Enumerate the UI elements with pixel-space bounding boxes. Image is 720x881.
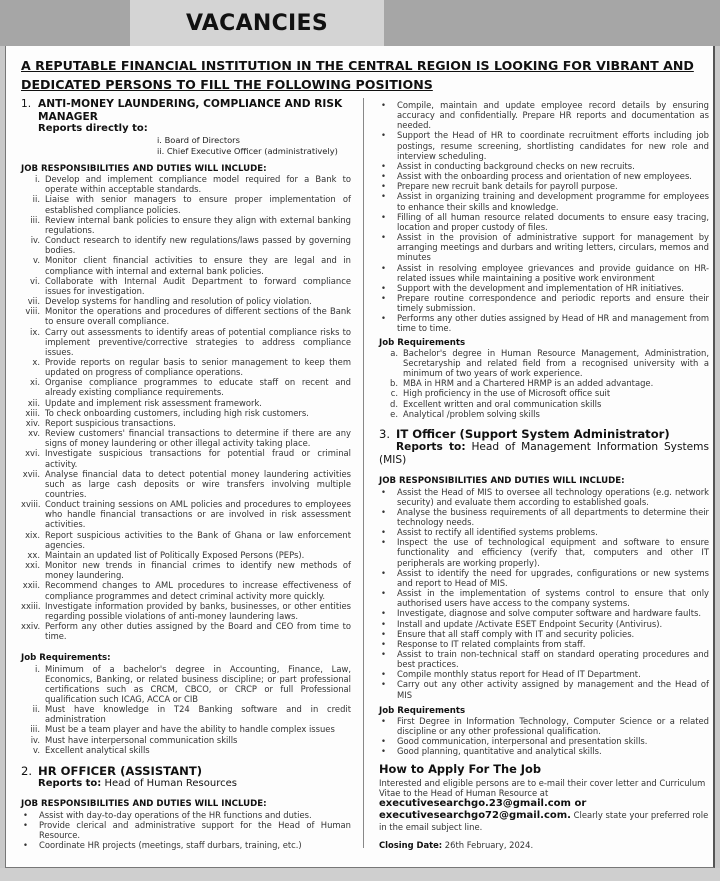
list-marker: d. bbox=[390, 398, 398, 409]
list-item bbox=[21, 469, 351, 499]
list-marker: b. bbox=[390, 378, 398, 389]
list-item bbox=[379, 629, 709, 639]
list-marker: • bbox=[381, 181, 386, 192]
list-item-text: Compile, maintain and update employee record details by ensuring accuracy and confidentially. Prepare HR reports and documentation as needed. bbox=[397, 100, 709, 131]
list-marker: • bbox=[381, 649, 386, 659]
list-marker: iii. bbox=[30, 724, 40, 735]
requirements-list bbox=[21, 664, 351, 755]
list-item bbox=[379, 409, 709, 419]
list-item bbox=[21, 428, 351, 448]
list-item bbox=[21, 724, 351, 734]
list-item-text: Performs any other duties assigned by Head of HR and management from time to time. bbox=[397, 313, 709, 334]
list-item-text: Assist in resolving employee grievances and provide guidance on HR-related issues while maintaining a positive work environment bbox=[397, 262, 709, 283]
list-item-text: Minimum of a bachelor's degree in Accounting, Finance, Law, Economics, Banking, or related business discipline; or part professional certifications such as CRCM, CBCO, or CRCP or full Professional qualification such ICAG, ACCA or CIB bbox=[45, 663, 351, 704]
list-marker: xxiii. bbox=[21, 600, 41, 611]
position-1-title: 1. ANTI-MONEY LAUNDERING, COMPLIANCE AND RISK MANAGER bbox=[21, 98, 343, 123]
list-marker: vii. bbox=[27, 296, 40, 307]
apply-heading: How to Apply For The Job bbox=[379, 761, 542, 776]
list-marker: • bbox=[381, 527, 386, 538]
list-item-text: Prepare routine correspondence and periodic reports and ensure their timely submission. bbox=[397, 292, 709, 314]
list-marker: xii. bbox=[27, 397, 40, 408]
list-item-text: Coordinate HR projects (meetings, staff durbars, training, etc.) bbox=[39, 840, 302, 851]
list-item-text: Develop and implement compliance model required for a Bank to operate within acceptable standards. bbox=[45, 174, 351, 195]
list-item bbox=[21, 327, 351, 357]
list-item bbox=[21, 530, 351, 550]
list-marker: iv. bbox=[30, 235, 40, 246]
list-item bbox=[379, 588, 709, 608]
list-item-text: Report suspicious transactions. bbox=[45, 417, 176, 428]
list-marker: ii. bbox=[32, 704, 40, 715]
list-item-text: Inspect the use of technological equipment and software to ensure functionality and efficiency (verify that, computers and other IT peripherals are working properly). bbox=[397, 537, 709, 568]
list-item-text: Assist to rectify all identified systems problems. bbox=[397, 527, 598, 538]
list-marker: • bbox=[381, 191, 386, 202]
reports-label: Reports directly to: bbox=[38, 123, 148, 134]
list-item-text: Develop systems for handling and resolution of policy violation. bbox=[45, 296, 312, 307]
list-item bbox=[379, 263, 709, 283]
duties-list-continued bbox=[379, 100, 709, 334]
list-item-text: Ensure that all staff comply with IT and security policies. bbox=[397, 628, 635, 639]
list-item-text: Analyse financial data to detect potential money laundering activities such as large cash deposits or wire transfers involving multiple countries. bbox=[45, 468, 351, 499]
list-item bbox=[379, 527, 709, 537]
list-marker: ii. bbox=[32, 194, 40, 205]
list-marker: v. bbox=[33, 744, 40, 755]
list-marker: • bbox=[381, 160, 386, 171]
list-item-text: Perform any other duties assigned by the Board and CEO from time to time. bbox=[45, 621, 351, 642]
list-marker: • bbox=[381, 313, 386, 324]
list-item-text: Assist with the onboarding process and orientation of new employees. bbox=[397, 171, 692, 182]
list-item-text: MBA in HRM and a Chartered HRMP is an added advantage. bbox=[403, 378, 654, 389]
position-2-title: 2. HR OFFICER (ASSISTANT) bbox=[21, 763, 203, 778]
requirements-list bbox=[379, 716, 709, 757]
list-marker: xvii. bbox=[22, 468, 40, 479]
list-item bbox=[379, 487, 709, 507]
list-item-text: Install and update /Activate ESET Endpoint Security (Antivirus). bbox=[397, 618, 663, 629]
list-item-text: Must be a team player and have the ability to handle complex issues bbox=[45, 724, 335, 735]
list-marker: v. bbox=[33, 255, 40, 266]
list-item bbox=[379, 348, 709, 378]
list-item-text: Review internal bank policies to ensure they align with external banking regulations. bbox=[45, 214, 351, 235]
list-item-text: Must have knowledge in T24 Banking software and in credit administration bbox=[45, 704, 351, 725]
list-marker: xix. bbox=[25, 529, 40, 540]
how-to-apply bbox=[379, 761, 709, 851]
list-item-text: Monitor new trends in financial crimes to identify new methods of money laundering. bbox=[45, 560, 351, 581]
list-item-text: Excellent written and oral communication skills bbox=[403, 398, 602, 409]
requirements-heading: Job Requirements: bbox=[21, 653, 111, 664]
list-marker: xvi. bbox=[25, 448, 40, 459]
list-item-text: Monitor client financial activities to ensure they are legal and in compliance with internal and external bank policies. bbox=[45, 255, 351, 276]
list-marker: • bbox=[381, 588, 386, 599]
list-item bbox=[379, 181, 709, 191]
list-item bbox=[21, 255, 351, 275]
position-3-title: 3. IT Officer (Support System Administrator) bbox=[379, 426, 670, 441]
list-marker: • bbox=[381, 171, 386, 182]
closing-date: Closing Date: 26th February, 2024. bbox=[379, 840, 534, 851]
list-marker: • bbox=[381, 679, 386, 690]
list-item bbox=[379, 313, 709, 333]
list-item-text: Excellent analytical skills bbox=[45, 744, 150, 755]
list-item-text: Investigate, diagnose and solve computer software and hardware faults. bbox=[397, 608, 702, 619]
list-marker: xxii. bbox=[22, 580, 40, 591]
list-item-text: Provide clerical and administrative support for the Head of Human Resource. bbox=[39, 819, 351, 840]
list-marker: xxi. bbox=[25, 560, 40, 571]
list-item bbox=[21, 306, 351, 326]
list-item-text: Assist to identify the need for upgrades, configurations or new systems and report to Head of MIS. bbox=[397, 567, 709, 588]
duties-list bbox=[379, 487, 709, 700]
list-item bbox=[379, 746, 709, 756]
list-marker: iv. bbox=[30, 734, 40, 745]
list-item bbox=[379, 399, 709, 409]
reports-to-item: i. Board of Directors bbox=[157, 135, 240, 145]
list-item bbox=[379, 608, 709, 618]
list-item-text: Carry out any other activity assigned by management and the Head of MIS bbox=[397, 679, 709, 700]
requirements-list bbox=[379, 348, 709, 419]
list-item bbox=[379, 212, 709, 232]
list-item-text: Analyse the business requirements of all departments to determine their technology needs. bbox=[397, 506, 709, 527]
list-marker: • bbox=[381, 736, 386, 747]
list-item bbox=[21, 235, 351, 255]
list-item-text: Must have interpersonal communication skills bbox=[45, 734, 238, 745]
list-item-text: Good planning, quantitative and analytical skills. bbox=[397, 746, 602, 757]
list-item bbox=[21, 448, 351, 468]
list-item bbox=[379, 568, 709, 588]
list-item bbox=[21, 194, 351, 214]
list-marker: • bbox=[381, 282, 386, 293]
duties-list bbox=[21, 810, 351, 851]
list-item-text: Conduct training sessions on AML policies and procedures to employees who handle financial transactions or are involved in risk assessment activities. bbox=[45, 499, 351, 530]
list-item bbox=[379, 388, 709, 398]
list-item bbox=[21, 840, 351, 850]
list-marker: • bbox=[23, 809, 28, 820]
list-item bbox=[21, 820, 351, 840]
duties-heading: JOB RESPONSIBILITIES AND DUTIES WILL INCLUDE: bbox=[379, 476, 625, 487]
list-item-text: Filling of all human resource related documents to ensure easy tracing, location and proper custody of files. bbox=[397, 211, 709, 232]
list-item bbox=[21, 276, 351, 296]
title-panel bbox=[130, 0, 384, 46]
left-column bbox=[21, 98, 351, 850]
reports-to-list bbox=[157, 135, 351, 156]
list-marker: • bbox=[23, 840, 28, 851]
list-item bbox=[21, 560, 351, 580]
list-marker: iii. bbox=[30, 214, 40, 225]
apply-instruction: Clearly state your preferred role in the email subject line. bbox=[379, 810, 709, 833]
list-item bbox=[21, 174, 351, 194]
list-item bbox=[379, 283, 709, 293]
list-item-text: Recommend changes to AML procedures to increase effectiveness of compliance programmes and detect criminal activity more quickly. bbox=[45, 580, 351, 601]
list-marker: • bbox=[381, 100, 386, 110]
list-item-text: Assist in organizing training and development programme for employees to enhance their skills and knowledge. bbox=[397, 191, 709, 212]
list-item-text: Assist in the implementation of systems control to ensure that only authorised users have access to the company systems. bbox=[397, 588, 709, 609]
list-item bbox=[21, 377, 351, 397]
list-item bbox=[21, 550, 351, 560]
list-item-text: Assist in conducting background checks on new recruits. bbox=[397, 160, 635, 171]
list-item bbox=[379, 736, 709, 746]
list-item bbox=[21, 357, 351, 377]
list-item-text: Investigate information provided by banks, businesses, or other entities regarding possible violations of anti-money laundering laws. bbox=[45, 600, 351, 621]
list-item bbox=[21, 621, 351, 641]
list-item-text: Analytical /problem solving skills bbox=[403, 408, 540, 419]
list-marker: • bbox=[381, 608, 386, 619]
list-item-text: Conduct research to identify new regulations/laws passed by governing bodies. bbox=[45, 235, 351, 256]
vacancy-document bbox=[5, 46, 715, 868]
list-item-text: Prepare new recruit bank details for payroll purpose. bbox=[397, 181, 618, 192]
list-item bbox=[21, 418, 351, 428]
position-3-reports: Reports to: Head of Management Information Systems (MIS) bbox=[379, 441, 709, 466]
page-title: VACANCIES bbox=[185, 10, 329, 36]
list-marker: c. bbox=[390, 388, 398, 399]
list-marker: • bbox=[23, 819, 28, 830]
apply-intro: Interested and eligible persons are to e-mail their cover letter and Curriculum Vitae to the Head of Human Resource at bbox=[379, 777, 706, 798]
right-column bbox=[379, 100, 709, 850]
list-item bbox=[379, 639, 709, 649]
headline: A REPUTABLE FINANCIAL INSTITUTION IN THE CENTRAL REGION IS LOOKING FOR VIBRANT AND DEDICATED PERSONS TO FILL THE FOLLOWING POSITIONS bbox=[21, 58, 694, 92]
list-item-text: First Degree in Information Technology, Computer Science or a related discipline or any other professional qualification. bbox=[397, 715, 709, 737]
list-item bbox=[21, 296, 351, 306]
list-item-text: Carry out assessments to identify areas of potential compliance risks to implement preventive/corrective strategies to address compliance issues. bbox=[45, 326, 351, 357]
list-item bbox=[21, 408, 351, 418]
list-item bbox=[379, 232, 709, 262]
list-item bbox=[379, 679, 709, 699]
list-item-text: High proficiency in the use of Microsoft office suit bbox=[403, 388, 611, 399]
list-marker: • bbox=[381, 628, 386, 639]
list-marker: xiv. bbox=[25, 417, 40, 428]
list-item bbox=[379, 171, 709, 181]
list-item-text: Maintain an updated list of Politically Exposed Persons (PEPs). bbox=[45, 549, 305, 560]
list-item-text: Assist to train non-technical staff on standard operating procedures and best practices. bbox=[397, 649, 709, 670]
list-item-text: Report suspicious activities to the Bank of Ghana or law enforcement agencies. bbox=[45, 529, 351, 550]
list-marker: xiii. bbox=[25, 407, 40, 418]
list-marker: e. bbox=[390, 408, 398, 419]
list-marker: i. bbox=[35, 174, 40, 185]
list-item-text: Support the Head of HR to coordinate recruitment efforts including job postings, resume screening, shortlisting candidates for new role and interview scheduling. bbox=[397, 130, 709, 161]
list-marker: • bbox=[381, 746, 386, 757]
list-marker: • bbox=[381, 537, 386, 548]
list-item bbox=[379, 100, 709, 130]
requirements-heading: Job Requirements bbox=[379, 337, 466, 348]
list-marker: xv. bbox=[28, 428, 40, 439]
email-link-1[interactable]: executivesearchgo.23@gmail.com or bbox=[379, 798, 587, 810]
list-item bbox=[21, 398, 351, 408]
list-marker: ix. bbox=[30, 326, 40, 337]
duties-heading: JOB RESPONSIBILITIES AND DUTIES WILL INCLUDE: bbox=[21, 799, 267, 810]
list-item bbox=[379, 537, 709, 567]
list-marker: • bbox=[381, 669, 386, 680]
list-item bbox=[379, 507, 709, 527]
list-item-text: Response to IT related complaints from staff. bbox=[397, 638, 586, 649]
list-item bbox=[21, 664, 351, 705]
list-marker: • bbox=[381, 567, 386, 578]
list-item bbox=[21, 580, 351, 600]
list-item bbox=[379, 669, 709, 679]
reports-to-item: ii. Chief Executive Officer (administratively) bbox=[157, 145, 338, 156]
list-item bbox=[379, 378, 709, 388]
position-2-reports: Reports to: Head of Human Resources bbox=[38, 778, 237, 790]
duties-heading: JOB RESPONSIBILITIES AND DUTIES WILL INCLUDE: bbox=[21, 164, 267, 174]
list-item-text: Organise compliance programmes to educate staff on recent and already existing compliance requirements. bbox=[45, 377, 351, 398]
list-item bbox=[379, 716, 709, 736]
list-item-text: Monitor the operations and procedures of different sections of the Bank to ensure overall compliance. bbox=[45, 306, 351, 327]
column-divider bbox=[363, 98, 364, 848]
list-item bbox=[21, 735, 351, 745]
list-marker: i. bbox=[35, 663, 40, 674]
list-marker: • bbox=[381, 638, 386, 649]
list-item-text: Assist in the provision of administrative support for management by arranging meetings and durbars and writing letters, circulars, memos and minutes bbox=[397, 232, 709, 263]
email-link-2[interactable]: executivesearchgo72@gmail.com. bbox=[379, 810, 571, 822]
list-marker: vi. bbox=[30, 275, 40, 286]
list-item-text: Review customers' financial transactions to determine if there are any signs of money laundering or other illegal activity taking place. bbox=[45, 428, 351, 449]
list-item-text: Update and implement risk assessment framework. bbox=[45, 397, 262, 408]
list-item-text: Assist the Head of MIS to oversee all technology operations (e.g. network security) and evaluate them according to established goals. bbox=[397, 486, 709, 507]
list-marker: • bbox=[381, 262, 386, 273]
requirements-heading: Job Requirements bbox=[379, 705, 466, 716]
list-item-text: Assist with day-to-day operations of the HR functions and duties. bbox=[39, 809, 312, 820]
list-marker: • bbox=[381, 715, 386, 726]
list-item bbox=[379, 649, 709, 669]
list-item bbox=[21, 745, 351, 755]
list-item-text: Liaise with senior managers to ensure proper implementation of established compliance policies. bbox=[45, 194, 351, 215]
list-marker: • bbox=[381, 292, 386, 303]
list-item bbox=[379, 191, 709, 211]
list-item bbox=[379, 293, 709, 313]
duties-list bbox=[21, 174, 351, 641]
list-item bbox=[21, 810, 351, 820]
list-marker: • bbox=[381, 130, 386, 141]
list-item-text: Provide reports on regular basis to senior management to keep them updated on progress of compliance operations. bbox=[45, 356, 351, 378]
list-marker: xi. bbox=[30, 377, 40, 388]
list-marker: • bbox=[381, 506, 386, 517]
list-marker: • bbox=[381, 211, 386, 222]
list-item bbox=[21, 499, 351, 529]
list-item bbox=[21, 215, 351, 235]
list-item bbox=[21, 704, 351, 724]
list-item-text: Support with the development and implementation of HR initiatives. bbox=[397, 282, 684, 293]
list-item bbox=[379, 619, 709, 629]
list-marker: xxiv. bbox=[21, 621, 41, 632]
list-marker: xx. bbox=[27, 549, 40, 560]
list-item-text: Bachelor's degree in Human Resource Management, Administration, Secretaryship and related field from a recognised university with a minimum of two years of work experience. bbox=[403, 347, 709, 379]
list-item-text: Collaborate with Internal Audit Department to forward compliance issues for investigation. bbox=[45, 275, 351, 296]
list-item-text: Good communication, interpersonal and presentation skills. bbox=[397, 736, 648, 747]
list-item bbox=[379, 130, 709, 160]
list-marker: x. bbox=[32, 356, 40, 367]
list-item-text: To check onboarding customers, including high risk customers. bbox=[45, 407, 309, 418]
bottom-band bbox=[0, 868, 720, 881]
list-item bbox=[21, 601, 351, 621]
list-item-text: Compile monthly status report for Head of IT Department. bbox=[397, 669, 641, 680]
list-marker: a. bbox=[390, 347, 398, 358]
list-item bbox=[379, 161, 709, 171]
list-marker: • bbox=[381, 232, 386, 243]
list-marker: • bbox=[381, 618, 386, 629]
list-item-text: Investigate suspicious transactions for potential fraud or criminal activity. bbox=[45, 448, 351, 469]
list-marker: • bbox=[381, 486, 386, 497]
list-marker: viii. bbox=[25, 306, 40, 317]
list-marker: xviii. bbox=[21, 499, 41, 510]
